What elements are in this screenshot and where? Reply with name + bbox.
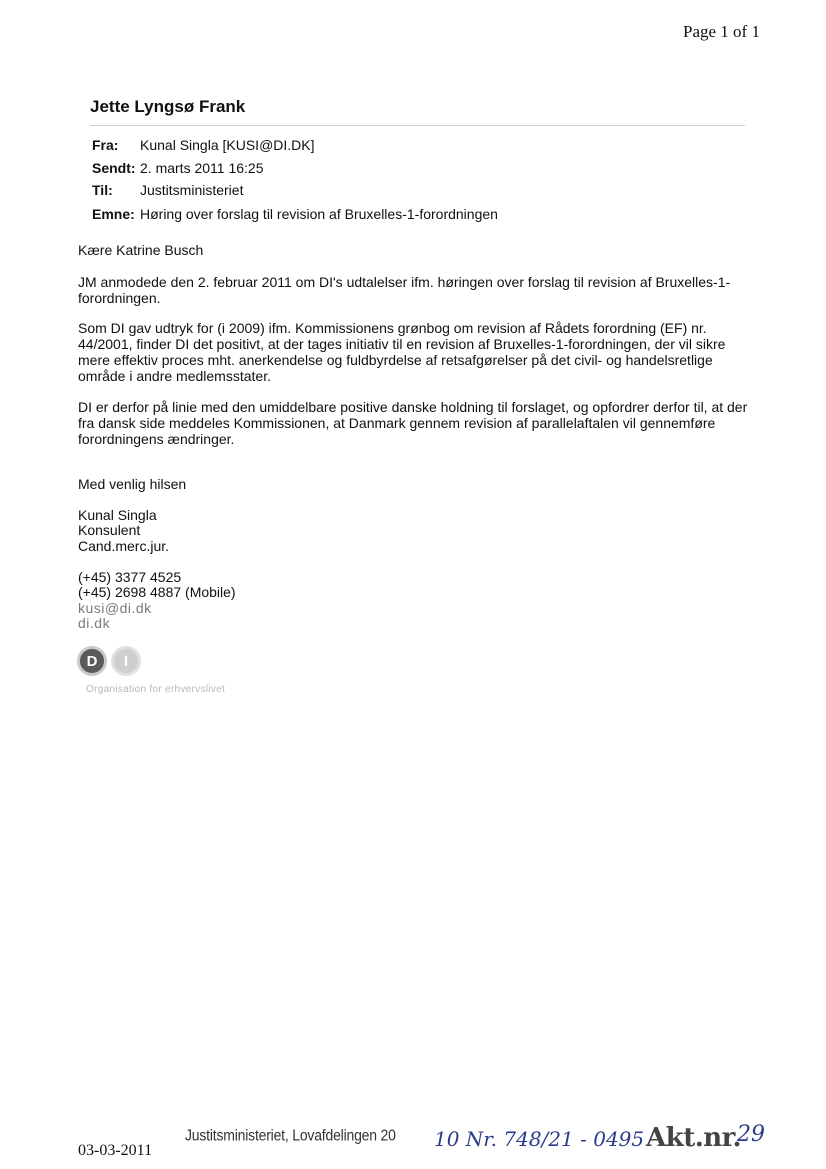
page-number: Page 1 of 1 [683,22,760,41]
handwritten-case-number: 10 Nr. 748/21 - 0495 [434,1127,645,1151]
body-paragraph-3: DI er derfor på linie med den umiddelbare positive danske holdning til forslaget, og opfordrer derfor til, at der fra dansk side meddeles Kommissionen, at Danmark gennem revision af parallelaftalen vil gennemføre forordningens ændringer. [78,399,748,447]
to-value: Justitsministeriet [140,182,244,198]
from-value: Kunal Singla [KUSI@DI.DK] [140,137,315,153]
signer-name: Kunal Singla [78,507,157,523]
email-link[interactable]: kusi@di.dk [78,600,152,616]
website-link[interactable]: di.dk [78,615,111,631]
phone: (+45) 3377 4525 [78,569,182,585]
di-logo-d: D [77,646,107,676]
stamp-text: Justitsministeriet, Lovafdelingen 20 [185,1126,396,1144]
akt-number: 29 [737,1122,765,1147]
logo-tagline: Organisation for erhvervslivet [86,684,226,695]
from-label: Fra: [92,137,119,153]
di-logo-i: I [111,646,141,676]
stamp-date: 03-03-2011 [78,1142,153,1159]
sent-label: Sendt: [92,160,136,176]
mobile: (+45) 2698 4887 (Mobile) [78,584,236,600]
signer-title: Konsulent [78,522,141,538]
sent-value: 2. marts 2011 16:25 [140,160,264,176]
subject-label: Emne: [92,206,135,222]
salutation: Kære Katrine Busch [78,242,204,258]
body-paragraph-2: Som DI gav udtryk for (i 2009) ifm. Kommissionens grønbog om revision af Rådets forordning (EF) nr. 44/2001, finder DI det positivt, at der tages initiativ til en revision af Bruxelles-1-forordningen, der vil sikre mere effektiv proces mht. anerkendelse og fuldbyrdelse af retsafgørelser på det civil- og handelsretlige område i andre medlemsstater. [78,320,726,384]
header-divider [90,125,745,126]
body-paragraph-1: JM anmodede den 2. februar 2011 om DI's udtalelser ifm. høringen over forslag til revision af Bruxelles-1-forordningen. [78,274,731,306]
akt-label: Akt.nr. [646,1123,742,1153]
to-label: Til: [92,182,113,198]
closing: Med venlig hilsen [78,476,187,492]
signer-degree: Cand.merc.jur. [78,538,170,554]
sender-name: Jette Lyngsø Frank [90,97,246,116]
subject-value: Høring over forslag til revision af Bruxelles-1-forordningen [140,206,498,222]
